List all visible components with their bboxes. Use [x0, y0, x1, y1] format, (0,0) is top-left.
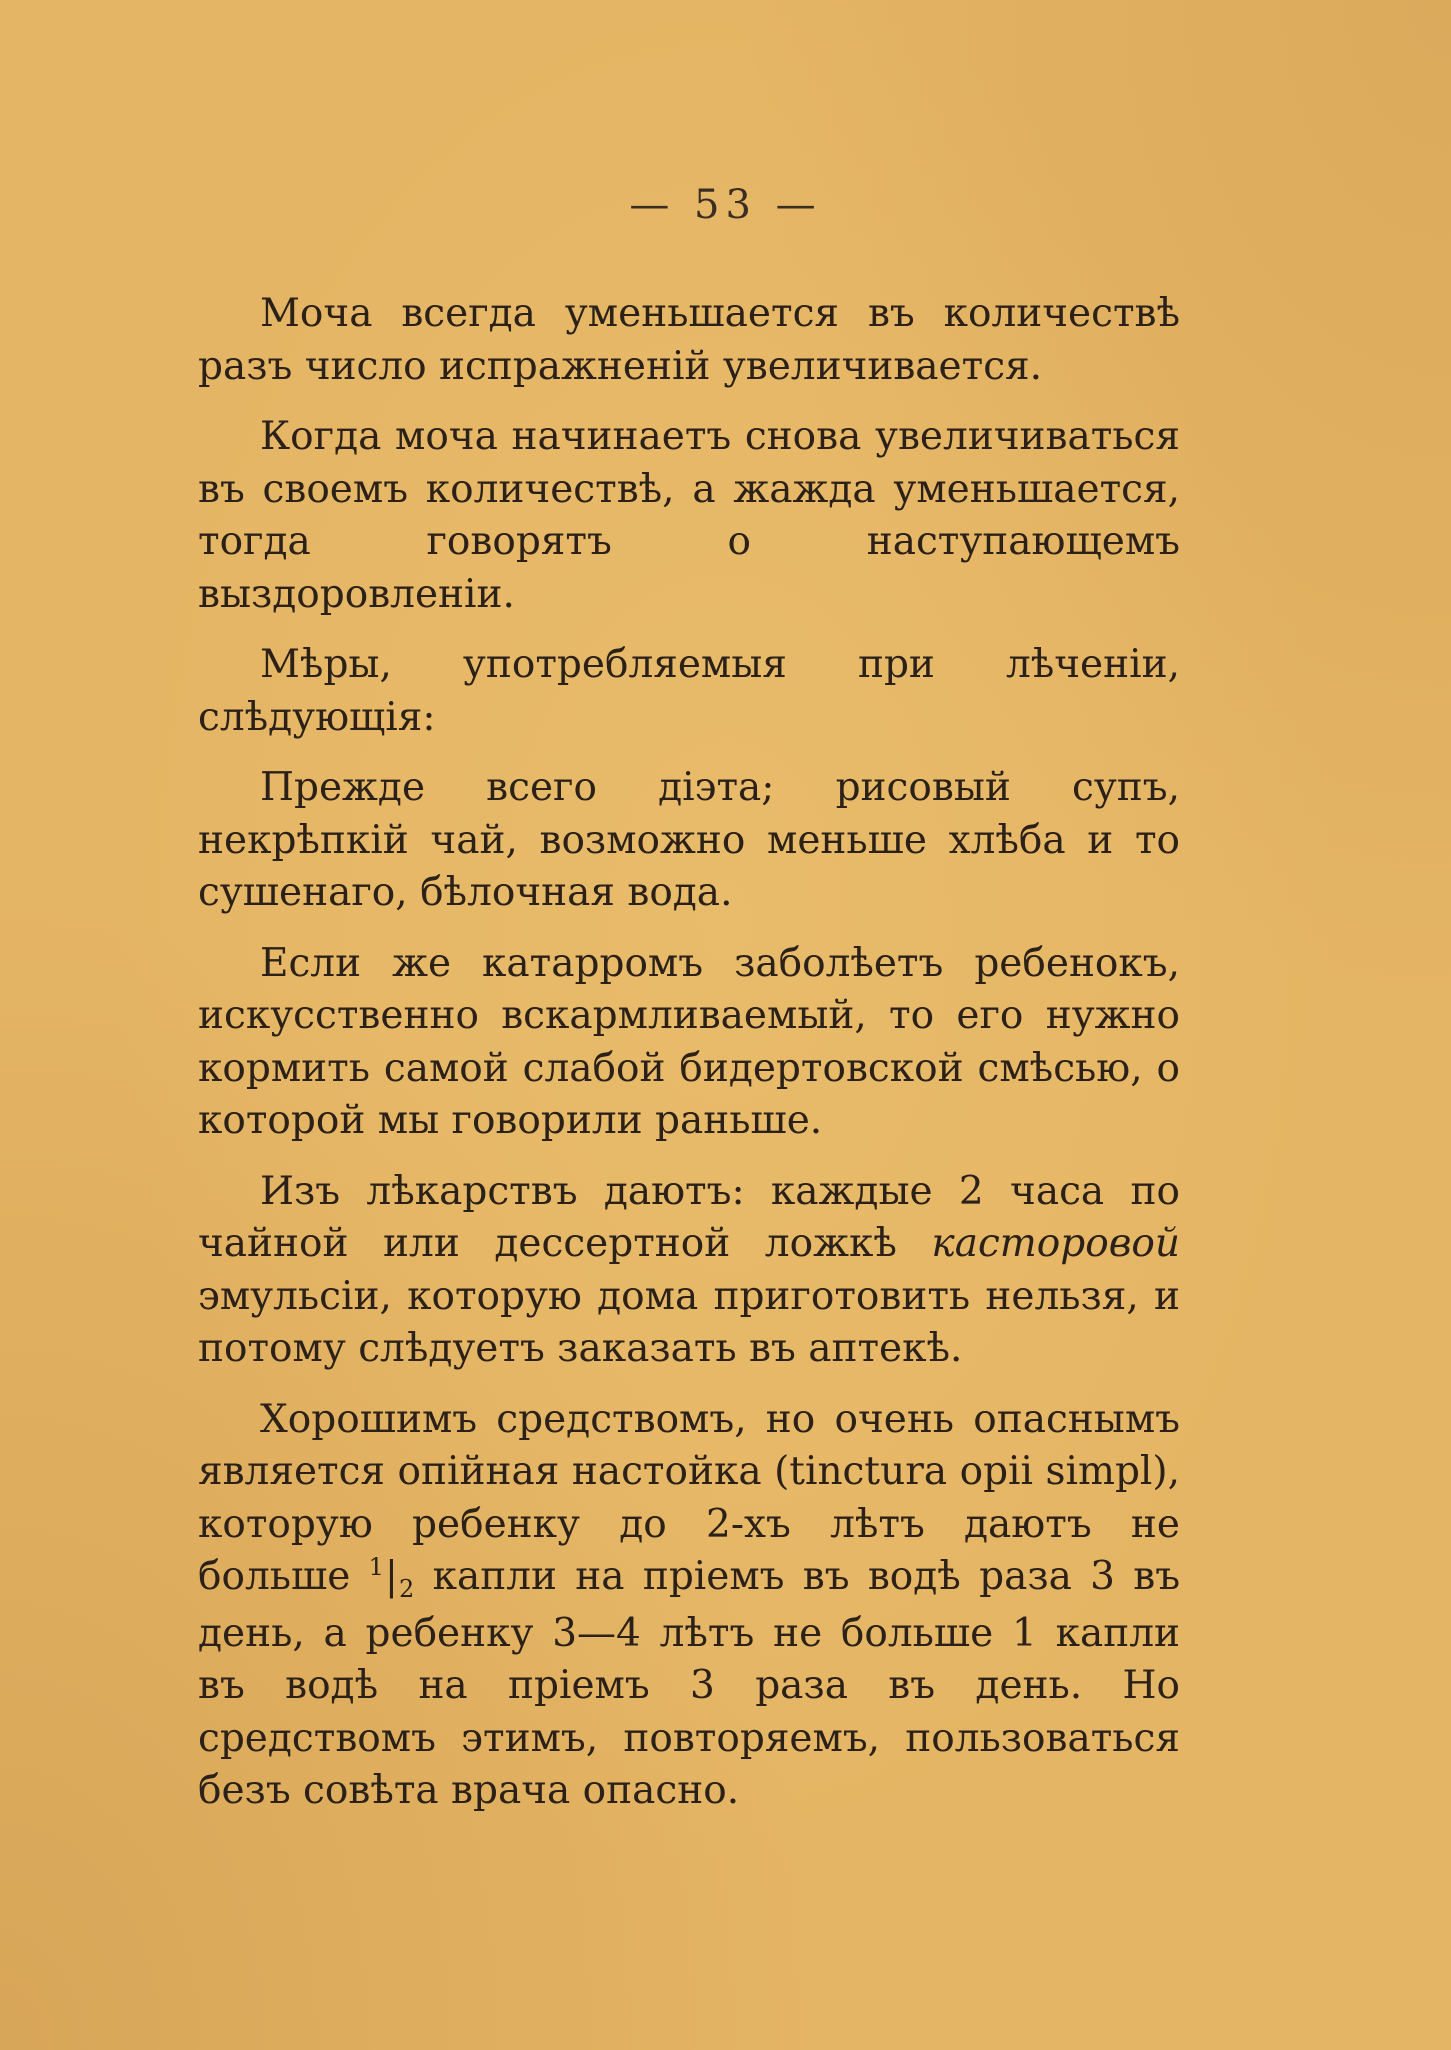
paragraph-6 — [198, 1166, 1180, 1376]
fraction-bar: | — [384, 1554, 399, 1599]
body-text — [198, 288, 1180, 1836]
paragraph-7 — [198, 1394, 1180, 1818]
paragraph-7-text-before: Хорошимъ средствомъ, но очень опаснымъ является опійная настойка (tinctura opii simpl), которую ребенку до 2-хъ лѣтъ даютъ не больше — [198, 1396, 1180, 1599]
fraction-numerator: 1 — [368, 1553, 384, 1581]
paragraph-6-text-before: Изъ лѣкарствъ даютъ: каждые 2 часа по чайной или дессертной ложкѣ — [198, 1168, 1180, 1266]
paragraph-1: Моча всегда уменьшается въ количествѣ разъ число испражненій увеличивается. — [198, 291, 1180, 389]
paragraph-3: Мѣры, употребляемыя при лѣченіи, слѣдующія: — [198, 642, 1180, 740]
paragraph-6-emphasis: касторовой — [931, 1221, 1180, 1266]
paragraph-6-text-after: эмульсіи, которую дома приготовить нельзя, и потому слѣдуетъ заказать въ аптекѣ. — [198, 1273, 1180, 1371]
paragraph-5: Если же катарромъ заболѣетъ ребенокъ, искусственно вскармливаемый, то его нужно кормить самой слабой бидертовской смѣсью, о которой мы говорили раньше. — [198, 940, 1180, 1143]
page-number: — 53 — — [629, 182, 822, 228]
fraction-denominator: 2 — [399, 1575, 415, 1603]
paragraph-2: Когда моча начинаетъ снова увеличиваться въ своемъ количествѣ, а жажда уменьшается, тогда говорятъ о наступающемъ выздоровленіи. — [198, 414, 1180, 617]
paragraph-7-text-after: капли на пріемъ въ водѣ раза 3 въ день, а ребенку 3—4 лѣтъ не больше 1 капли въ водѣ на пріемъ 3 раза въ день. Но средствомъ этимъ, повторяемъ, пользоваться безъ совѣта врача опасно. — [198, 1554, 1181, 1813]
paragraph-4: Прежде всего діэта; рисовый супъ, некрѣпкій чай, возможно меньше хлѣба и то сушенаго, бѣлочная вода. — [198, 765, 1180, 915]
